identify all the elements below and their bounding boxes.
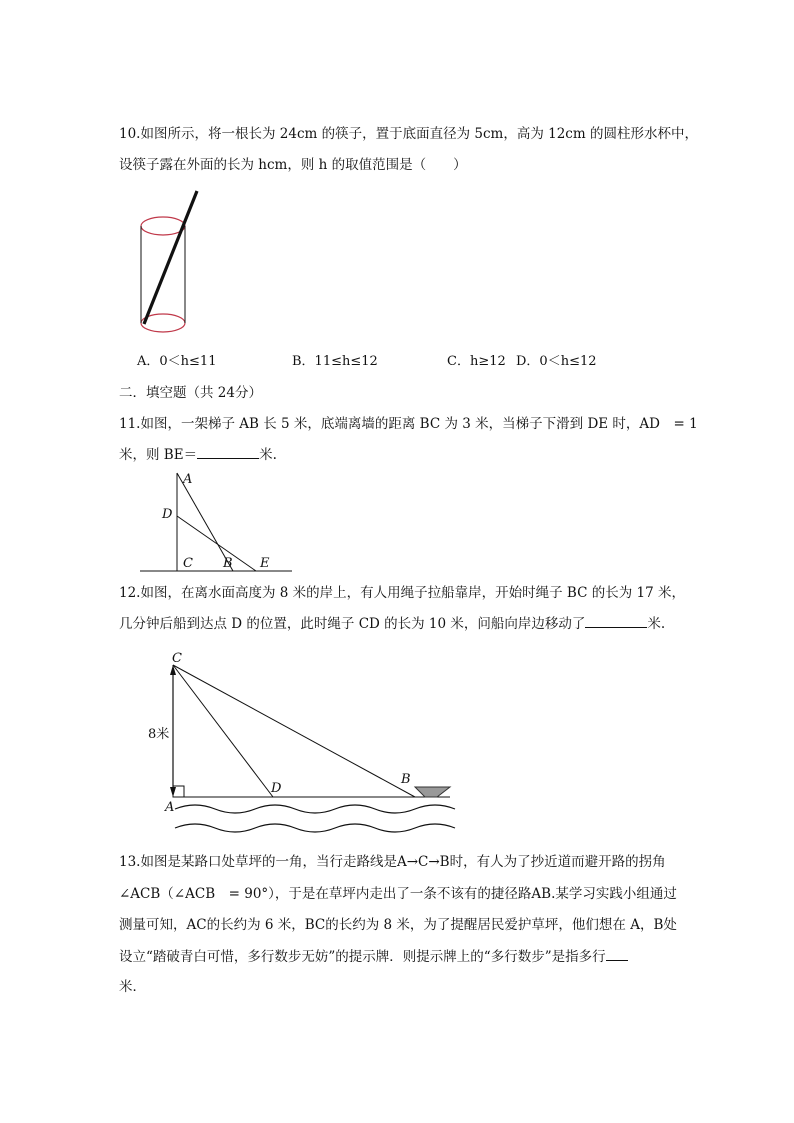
label-a: A (165, 800, 175, 815)
q10-option-b[interactable]: B．11≤h≤12 (292, 354, 378, 369)
q12-answer-blank[interactable] (585, 613, 647, 628)
section2-title: 二．填空题（共 24分） (119, 385, 262, 401)
q11-ladder-figure (140, 470, 300, 575)
q13-answer-blank[interactable] (606, 946, 628, 961)
q11-line2 (119, 444, 277, 465)
wave-1 (175, 805, 455, 813)
q12-line2-suffix: 米. (647, 616, 666, 632)
label-d: D (271, 781, 282, 796)
label-b: B (223, 556, 233, 571)
cup-top-ellipse (141, 217, 185, 235)
rope-cd (173, 665, 273, 797)
q10-option-a[interactable]: A．0＜h≤11 (137, 354, 217, 369)
q12-line2 (119, 613, 665, 634)
label-b: B (401, 772, 411, 787)
q13-line4-text: 设立“踏破青白可惜，多行数步无妨”的提示牌．则提示牌上的“多行数步”是指多行 (119, 949, 606, 965)
label-d: D (162, 507, 173, 522)
q11-line2-suffix: 米. (259, 447, 277, 463)
label-c: C (183, 556, 193, 571)
q11-answer-blank[interactable] (197, 444, 259, 459)
q13-line2: ∠ACB（∠ACB = 90°），于是在草坪内走出了一条不该有的捷径路AB.某学习实践小组通过 (119, 886, 677, 902)
label-a: A (183, 472, 193, 487)
label-c: C (172, 651, 182, 666)
q10-cup-figure (135, 185, 205, 335)
q12-boat-figure (145, 648, 465, 833)
q10-option-d[interactable]: D．0＜h≤12 (516, 354, 597, 369)
q12-line2-prefix: 几分钟后船到达点 D 的位置，此时绳子 CD 的长为 10 米，问船向岸边移动了 (119, 616, 586, 632)
q11-line1: 11.如图，一架梯子 AB 长 5 米，底端离墙的距离 BC 为 3 米，当梯子下滑到 DE 时，AD = 1 (119, 416, 698, 432)
q10-option-c[interactable]: C．h≥12 (447, 354, 506, 369)
q13-line1: 13.如图是某路口处草坪的一角，当行走路线是A→C→B时，有人为了抄近道而避开路的拐角 (119, 854, 666, 870)
rope-cb (173, 665, 415, 797)
label-height: 8米 (148, 727, 170, 742)
q13-line4 (119, 946, 628, 967)
q10-line1: 10.如图所示，将一根长为 24cm 的筷子，置于底面直径为 5cm，高为 12cm 的圆柱形水杯中， (119, 126, 698, 142)
q11-line2-prefix: 米，则 BE＝ (119, 447, 198, 463)
wave-2 (175, 824, 455, 832)
chopstick (144, 191, 197, 324)
q13-line5: 米． (119, 979, 146, 995)
boat (415, 787, 450, 797)
label-e: E (260, 556, 270, 571)
q12-line1: 12.如图，在离水面高度为 8 米的岸上，有人用绳子拉船靠岸，开始时绳子 BC 的长为 17 米， (119, 585, 685, 601)
q10-line2: 设筷子露在外面的长为 hcm，则 h 的取值范围是（ ） (119, 157, 467, 173)
q13-line3: 测量可知，AC的长约为 6 米，BC的长约为 8 米，为了提醒居民爱护草坪，他们想在 A，B处 (119, 917, 677, 933)
